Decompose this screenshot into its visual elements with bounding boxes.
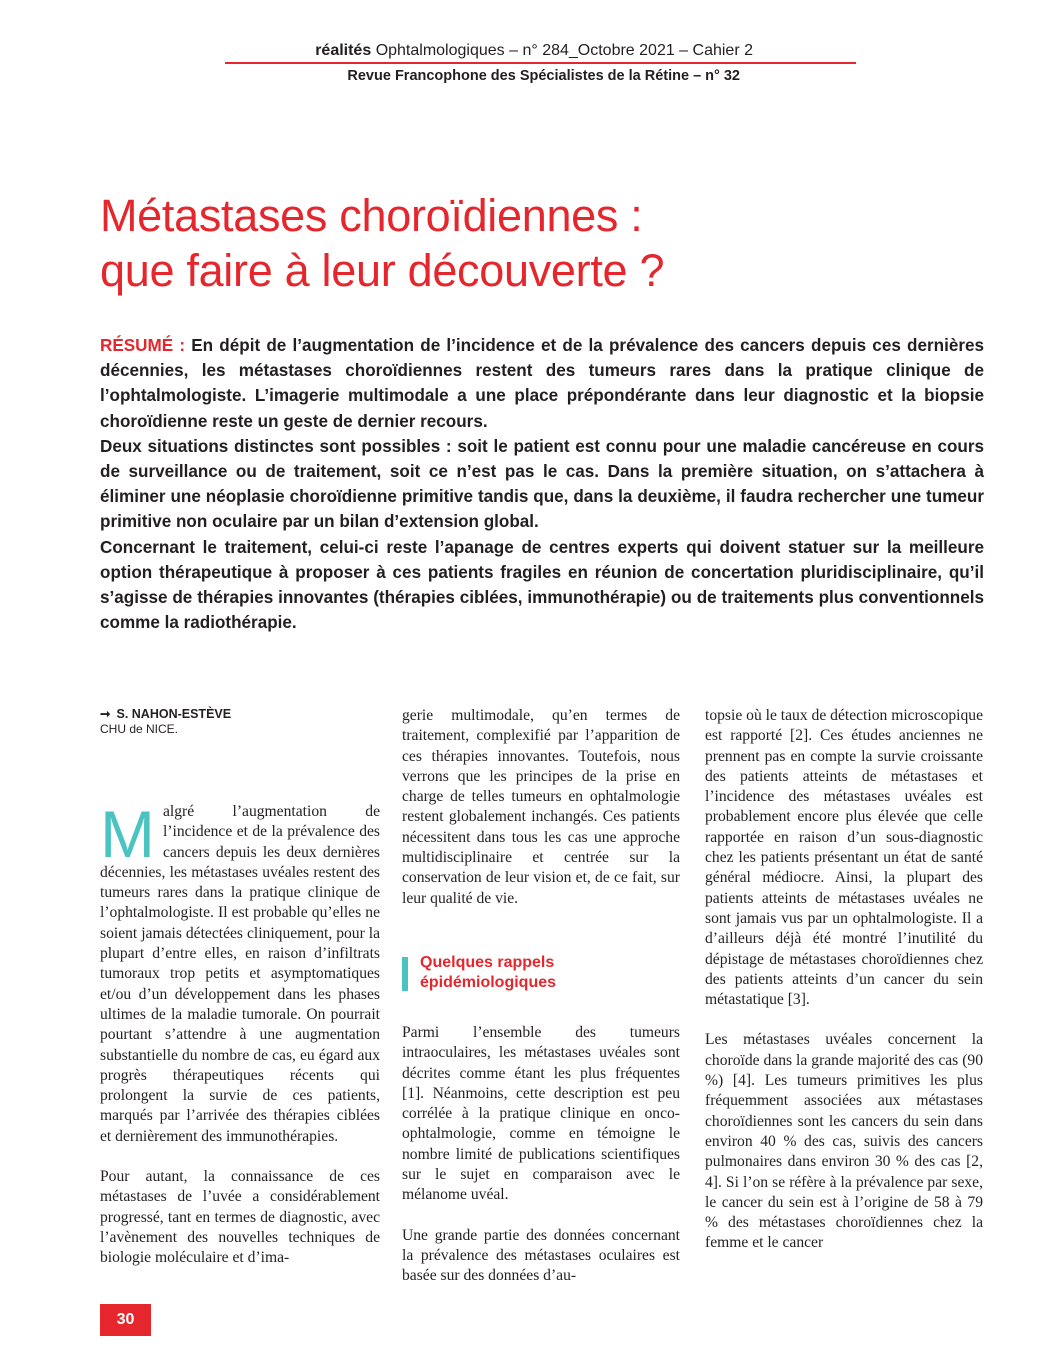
drop-cap: M <box>100 797 155 871</box>
body-column-2 <box>402 706 680 1287</box>
body-column-3 <box>705 706 983 1254</box>
arrow-right-icon: ➞ <box>100 707 111 721</box>
article-title <box>100 188 664 298</box>
author-affiliation: CHU de NICE. <box>100 722 179 736</box>
journal-issue: Ophtalmologiques – n° 284_Octobre 2021 – Cahier 2 <box>375 42 753 59</box>
abstract <box>100 333 984 635</box>
section-heading-line2: épidémiologiques <box>420 973 557 991</box>
article-title-line2: que faire à leur découverte ? <box>100 245 665 296</box>
header-rule <box>225 62 856 64</box>
abstract-paragraph-3: Concernant le traitement, celui-ci reste l’apanage de centres experts qui doivent statuer sur la meilleure option thérapeutique à proposer à ces patients fragiles en réunion de concertation pluridisciplinaire, qu’il s’agisse de thérapies innovantes (thérapies ciblées, immunothérapie) ou de traitements plus conventionnels comme la radiothérapie. <box>100 537 984 633</box>
body-paragraph <box>100 797 380 1147</box>
body-paragraph: Les métastases uvéales concernent la choroïde dans la grande majorité des cas (90 %) [4]. Les tumeurs primitives les plus fréquemment associées aux métastases choroïdiennes sont les cancers du sein dans environ 40 % des cas, suivis des cancers pulmonaires dans environ 30 % des cas [2, 4]. Si l’on se réfère à la prévalence par sexe, le cancer du sein est à l’origine de 58 à 79 % des métastases choroïdiennes chez la femme et le cancer <box>705 1031 983 1252</box>
section-bar <box>402 957 408 991</box>
abstract-label: RÉSUMÉ : <box>100 336 186 355</box>
body-column-1 <box>100 706 380 1269</box>
body-paragraph: topsie où le taux de détection microscopique est rapporté [2]. Ces études anciennes ne prennent pas en compte la survie croissante des patients atteints de métastases et l’incidence des métastases uvéales est probablement encore plus élevée que celle rapportée en raison d’un sous-diagnostic chez les patients présentant un état de santé général médiocre. Ainsi, la plupart des patients atteints de métastases uvéales ne sont jamais vus par un ophtalmologiste. Il a d’ailleurs déjà été montré l’inutilité du dépistage de métastases choroïdiennes chez des patients atteints d’un cancer du sein métastatique [3]. <box>705 707 984 1009</box>
page-number: 30 <box>100 1304 151 1336</box>
body-paragraph: Pour autant, la connaissance de ces métastases de l’uvée a considérablement progressé, tant en termes de diagnostic, avec l’avènement des nouvelles techniques de biologie moléculaire et d’ima- <box>100 1168 380 1267</box>
section-heading <box>402 953 680 993</box>
journal-line <box>315 42 753 60</box>
body-text: algré l’augmentation de l’incidence et de la prévalence des cancers depuis les deux dernières décennies, les métastases uvéales restent des tumeurs rares dans la pratique clinique de l’ophtalmologiste. Il est probable qu’elles ne soient jamais détectées cliniquement, pour la plupart d’entre elles, en raison d’infiltrats tumoraux trop petits et asymptomatiques et/ou d’un développement dans les phases ultimes de la maladie tumorale. On pourrait pourtant s’attendre à une augmentation substantielle du nombre de cas, eu égard aux progrès thérapeutiques récents qui prolongent la survie de ces patients, marqués par l’arrivée des thérapies ciblées et dernièrement des immunothérapies. <box>100 803 380 1145</box>
journal-brand: réalités <box>315 42 372 59</box>
abstract-paragraph-1 <box>100 333 984 434</box>
journal-subtitle: Revue Francophone des Spécialistes de la Rétine – n° 32 <box>347 68 740 84</box>
body-paragraph: Parmi l’ensemble des tumeurs intraoculaires, les métastases uvéales sont décrites comme étant les plus fréquentes [1]. Néanmoins, cette description est peu corrélée à la pratique clinique en onco-ophtalmologie, comme en témoigne le nombre limité de publications scientifiques sur le sujet en comparaison avec le mélanome uvéal. <box>402 1023 680 1204</box>
abstract-paragraph-2: Deux situations distinctes sont possibles : soit le patient est connu pour une maladie cancéreuse en cours de surveillance ou de traitement, soit ce n’est pas le cas. Dans la première situation, on s’attachera à éliminer une néoplasie choroïdienne primitive tandis que, dans la deuxième, il faudra rechercher une tumeur primitive non oculaire par un bilan d’extension global. <box>100 436 984 532</box>
article-title-line1: Métastases choroïdiennes : <box>100 190 643 241</box>
author-line <box>100 706 380 722</box>
abstract-text-1: En dépit de l’augmentation de l’incidence et de la prévalence des cancers depuis ces dernières décennies, les métastases choroïdiennes restent des tumeurs rares dans la pratique clinique de l’ophtalmologiste. L’imagerie multimodale a une place prépondérante dans leur diagnostic et la biopsie choroïdienne reste un geste de dernier recours. <box>100 336 984 431</box>
author-name: S. NAHON-ESTÈVE <box>116 707 232 721</box>
section-heading-line1: Quelques rappels <box>420 953 555 971</box>
body-paragraph: Une grande partie des données concernant la prévalence des métastases oculaires est basée sur des données d’au- <box>402 1226 680 1285</box>
body-paragraph: gerie multimodale, qu’en termes de traitement, complexifié par l’apparition de ces thérapies innovantes. Toutefois, nous verrons que les principes de la prise en charge de telles tumeurs en ophtalmologie restent globalement inchangés. Ces patients nécessitent dans tous les cas une approche multidisciplinaire et centrée sur la conservation de leur vision et, de ce fait, sur leur qualité de vie. <box>402 707 680 907</box>
